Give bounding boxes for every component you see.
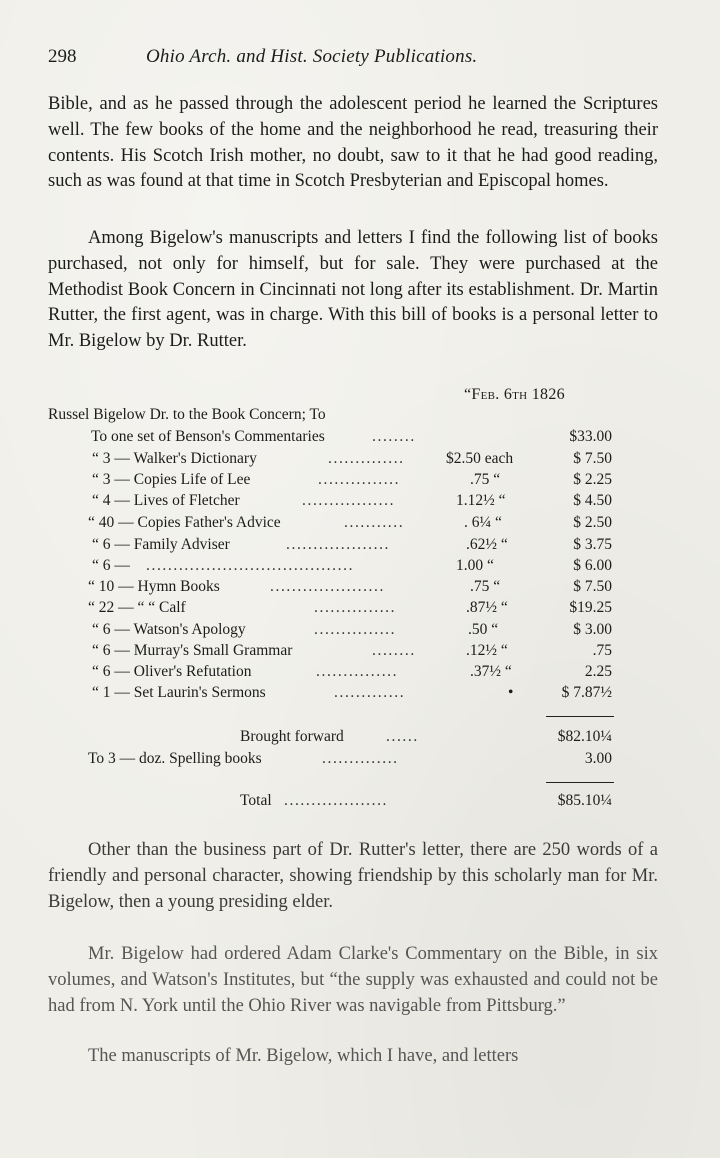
item-description: “ 22 — “ “ Calf bbox=[88, 599, 186, 616]
bill-row bbox=[0, 450, 720, 472]
total-rule bbox=[546, 782, 614, 783]
leader-dots: ................... bbox=[284, 792, 389, 809]
leader-dots: .............. bbox=[322, 750, 399, 767]
bill-row bbox=[0, 621, 720, 643]
paragraph-4: Mr. Bigelow had ordered Adam Clarke's Commentary on the Bible, in six volumes, and Watson's Institutes, but “the supply was exhausted and could not be had from N. York until the Ohio River was navigable from Pittsburg.” bbox=[48, 944, 658, 1016]
leader-dots: ................... bbox=[286, 536, 391, 553]
page-number: 298 bbox=[48, 46, 77, 67]
spelling-books-row bbox=[0, 750, 720, 772]
total-amount: $85.10¼ bbox=[557, 792, 612, 809]
item-description: “ 6 — Oliver's Refutation bbox=[92, 663, 252, 680]
leader-dots: ............... bbox=[318, 471, 401, 488]
item-price: .12½ “ bbox=[466, 642, 508, 659]
leader-dots: ...... bbox=[386, 728, 419, 745]
bill-row bbox=[0, 428, 720, 450]
item-amount: .75 bbox=[592, 642, 612, 659]
paragraph-5: The manuscripts of Mr. Bigelow, which I have, and letters bbox=[88, 1046, 519, 1066]
item-price: . 6¼ “ bbox=[464, 514, 502, 531]
bill-date: “Feb. 6th 1826 bbox=[464, 386, 565, 403]
item-amount: $ 7.50 bbox=[573, 578, 612, 595]
paragraph-1: Bible, and as he passed through the adolescent period he learned the Scriptures well. The few books of the home and the neighborhood he read, treasuring their contents. His Scotch Irish mother, no doubt, saw to it that he had good reading, such as was found at that time in Scotch Presbyterian and Episcopal homes. bbox=[48, 94, 658, 192]
bill-row bbox=[0, 642, 720, 664]
item-price: .75 “ bbox=[470, 578, 501, 595]
item-amount: $ 7.87½ bbox=[561, 684, 612, 701]
item-amount: $ 6.00 bbox=[573, 557, 612, 574]
item-price: .50 “ bbox=[468, 621, 499, 638]
paragraph-2: Among Bigelow's manuscripts and letters I find the following list of books purchased, not only for himself, but for sale. They were purchased at the Methodist Book Concern in Cincinnati not long after its establishment. Dr. Martin Rutter, the first agent, was in charge. With this bill of books is a personal letter to Mr. Bigelow by Dr. Rutter. bbox=[48, 228, 658, 352]
item-price: 1.00 “ bbox=[456, 557, 494, 574]
bill-row bbox=[0, 536, 720, 558]
leader-dots: ............... bbox=[314, 599, 397, 616]
item-description: “ 10 — Hymn Books bbox=[88, 578, 220, 595]
item-amount: $19.25 bbox=[569, 599, 612, 616]
leader-dots: ............... bbox=[316, 663, 399, 680]
item-price: .62½ “ bbox=[466, 536, 508, 553]
item-description: “ 6 — Family Adviser bbox=[92, 536, 230, 553]
bill-row bbox=[0, 471, 720, 493]
leader-dots: ........... bbox=[344, 514, 405, 531]
item-description: “ 3 — Walker's Dictionary bbox=[92, 450, 257, 467]
item-amount: $ 2.50 bbox=[573, 514, 612, 531]
item-amount: $ 7.50 bbox=[573, 450, 612, 467]
item-price: .37½ “ bbox=[470, 663, 512, 680]
brought-forward-row bbox=[0, 728, 720, 750]
subtotal-rule bbox=[546, 716, 614, 717]
item-price: • bbox=[508, 684, 514, 701]
item-price: 1.12½ “ bbox=[456, 492, 506, 509]
item-description: To one set of Benson's Commentaries bbox=[91, 428, 325, 445]
leader-dots: ............. bbox=[334, 684, 406, 701]
leader-dots: ................. bbox=[302, 492, 396, 509]
bill-heading: Russel Bigelow Dr. to the Book Concern; To bbox=[48, 406, 326, 423]
leader-dots: ........ bbox=[372, 428, 416, 445]
brought-forward-label: Brought forward bbox=[240, 728, 344, 745]
item-amount: $ 2.25 bbox=[573, 471, 612, 488]
item-amount: $ 3.00 bbox=[573, 621, 612, 638]
item-description: “ 40 — Copies Father's Advice bbox=[88, 514, 281, 531]
bill-row bbox=[0, 514, 720, 536]
brought-forward-amount: $82.10¼ bbox=[557, 728, 612, 745]
item-price: .87½ “ bbox=[466, 599, 508, 616]
item-price: $2.50 each bbox=[446, 450, 514, 467]
leader-dots: .............. bbox=[328, 450, 405, 467]
item-description: “ 6 — Murray's Small Grammar bbox=[92, 642, 293, 659]
item-description: “ 6 — bbox=[92, 557, 130, 574]
item-description: “ 6 — Watson's Apology bbox=[92, 621, 246, 638]
item-price: .75 “ bbox=[470, 471, 501, 488]
item-amount: 2.25 bbox=[584, 663, 612, 680]
paragraph-3: Other than the business part of Dr. Rutter's letter, there are 250 words of a friendly and personal character, showing friendship by this scholarly man for Mr. Bigelow, then a young presiding elder. bbox=[48, 840, 658, 912]
bill-row bbox=[0, 578, 720, 600]
total-label: Total bbox=[240, 792, 272, 809]
item-amount: $ 4.50 bbox=[573, 492, 612, 509]
total-row bbox=[0, 792, 720, 814]
leader-dots: ...................................... bbox=[146, 557, 355, 574]
bill-row bbox=[0, 663, 720, 685]
bill-row bbox=[0, 557, 720, 579]
spelling-books-label: To 3 — doz. Spelling books bbox=[88, 750, 262, 767]
item-amount: $33.00 bbox=[569, 428, 612, 445]
leader-dots: ........ bbox=[372, 642, 416, 659]
item-description: “ 3 — Copies Life of Lee bbox=[92, 471, 251, 488]
leader-dots: ............... bbox=[314, 621, 397, 638]
running-title: Ohio Arch. and Hist. Society Publications. bbox=[146, 46, 478, 67]
spelling-books-amount: 3.00 bbox=[584, 750, 612, 767]
bill-row bbox=[0, 599, 720, 621]
item-amount: $ 3.75 bbox=[573, 536, 612, 553]
bill-row bbox=[0, 684, 720, 706]
leader-dots: ..................... bbox=[270, 578, 385, 595]
item-description: “ 1 — Set Laurin's Sermons bbox=[92, 684, 266, 701]
bill-row bbox=[0, 492, 720, 514]
item-description: “ 4 — Lives of Fletcher bbox=[92, 492, 240, 509]
